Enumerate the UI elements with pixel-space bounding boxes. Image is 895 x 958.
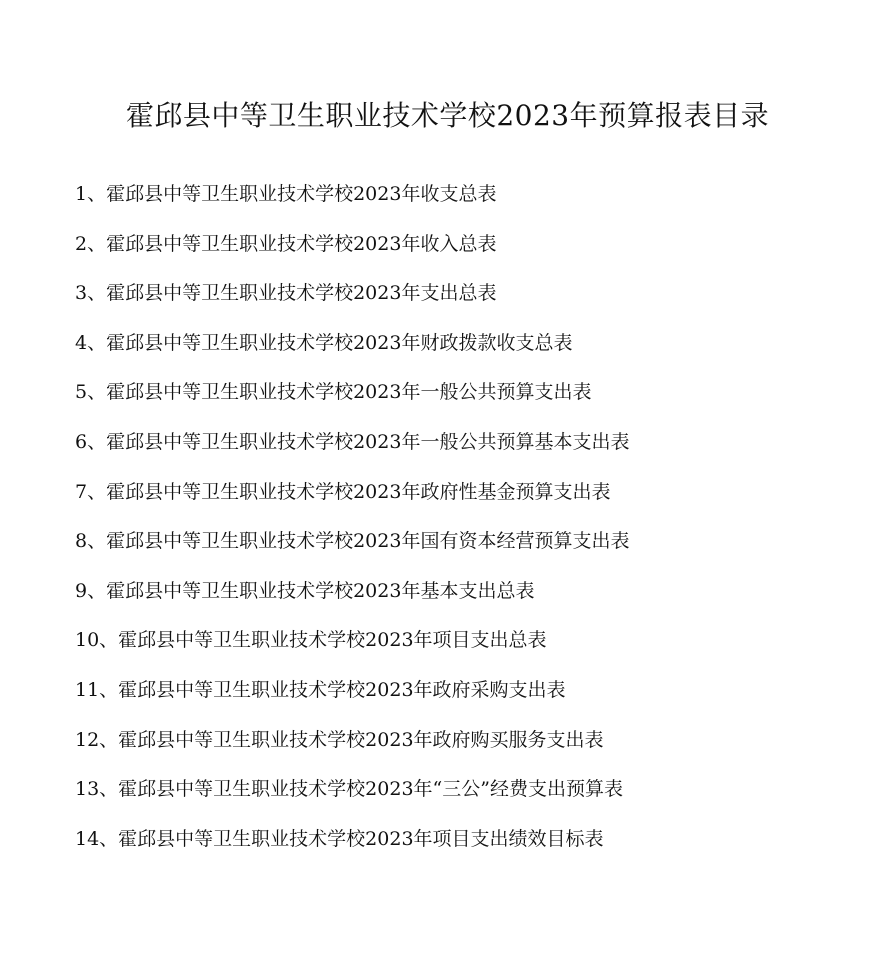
toc-item: 14、霍邱县中等卫生职业技术学校2023年项目支出绩效目标表 (75, 827, 604, 850)
toc-item: 12、霍邱县中等卫生职业技术学校2023年政府购买服务支出表 (75, 728, 604, 751)
toc-item: 10、霍邱县中等卫生职业技术学校2023年项目支出总表 (75, 629, 547, 652)
toc-item: 13、霍邱县中等卫生职业技术学校2023年“三公”经费支出预算表 (75, 778, 623, 801)
toc-item: 3、霍邱县中等卫生职业技术学校2023年支出总表 (75, 282, 497, 305)
toc-item: 9、霍邱县中等卫生职业技术学校2023年基本支出总表 (75, 579, 535, 602)
toc-item: 8、霍邱县中等卫生职业技术学校2023年国有资本经营预算支出表 (75, 530, 630, 553)
toc-item: 4、霍邱县中等卫生职业技术学校2023年财政拨款收支总表 (75, 331, 573, 354)
toc-item: 5、霍邱县中等卫生职业技术学校2023年一般公共预算支出表 (75, 381, 592, 404)
table-of-contents (75, 178, 629, 872)
toc-item: 2、霍邱县中等卫生职业技术学校2023年收入总表 (75, 232, 497, 255)
toc-item: 1、霍邱县中等卫生职业技术学校2023年收支总表 (75, 183, 497, 205)
document-title: 霍邱县中等卫生职业技术学校2023年预算报表目录 (125, 99, 770, 132)
toc-item: 6、霍邱县中等卫生职业技术学校2023年一般公共预算基本支出表 (75, 430, 630, 453)
toc-item: 7、霍邱县中等卫生职业技术学校2023年政府性基金预算支出表 (75, 480, 611, 503)
toc-item: 11、霍邱县中等卫生职业技术学校2023年政府采购支出表 (75, 678, 566, 701)
